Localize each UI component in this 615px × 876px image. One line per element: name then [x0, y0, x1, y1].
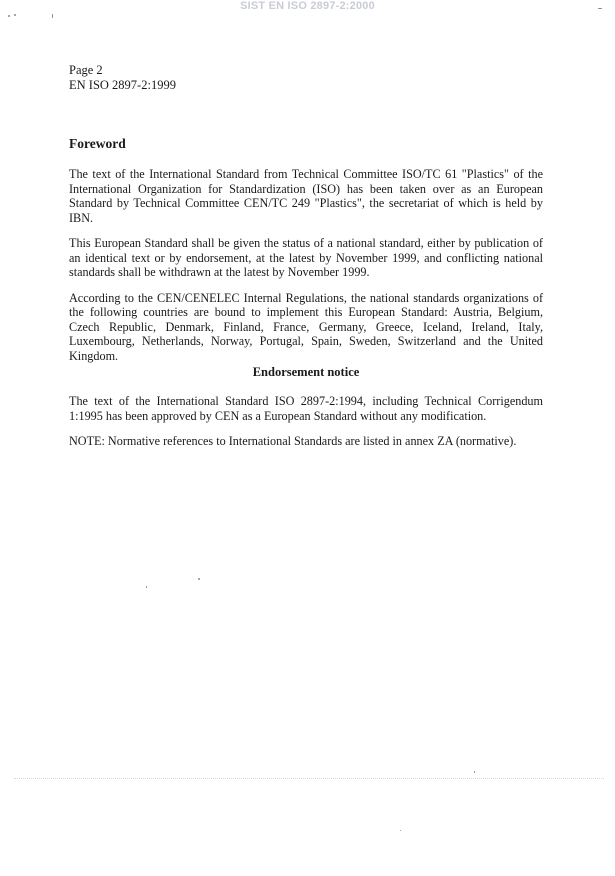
scan-speck — [400, 830, 401, 831]
scan-speck — [52, 14, 53, 18]
scan-speck — [474, 771, 475, 773]
foreword-paragraph: This European Standard shall be given the status of a national standard, either by publication of an identical text or by endorsement, at the latest by November 1999, and conflicting national standards shall be withdrawn at the latest by November 1999. — [69, 236, 543, 279]
scan-speck — [198, 578, 200, 580]
page-number: Page 2 — [69, 63, 103, 77]
watermark: SIST EN ISO 2897-2:2000 — [240, 0, 375, 12]
scan-speck — [8, 15, 10, 17]
endorsement-heading: Endorsement notice — [252, 365, 360, 379]
document-body — [69, 136, 543, 460]
scan-speck — [146, 586, 147, 588]
scan-speck — [14, 14, 16, 16]
page-header — [69, 63, 176, 93]
foreword-heading: Foreword — [69, 136, 126, 151]
endorsement-paragraph: The text of the International Standard ISO 2897-2:1994, including Technical Corrigendum 1:1995 has been approved by CEN as a European Standard without any modification. — [69, 394, 543, 423]
note-paragraph: NOTE: Normative references to International Standards are listed in annex ZA (normative). — [69, 434, 517, 448]
scan-speck — [598, 8, 602, 9]
scan-artifact-line — [14, 778, 604, 779]
foreword-paragraph: The text of the International Standard from Technical Committee ISO/TC 61 "Plastics" of the International Organization for Standardization (ISO) has been taken over as an European Standard by Technical Committee CEN/TC 249 "Plastics", the secretariat of which is held by IBN. — [69, 167, 543, 225]
foreword-paragraph: According to the CEN/CENELEC Internal Regulations, the national standards organizations of the following countries are bound to implement this European Standard: Austria, Belgium, Czech Republic, Denmark, Finland, France, Germany, Greece, Iceland, Ireland, Italy, Luxembourg, Netherlands, Norway, Portugal, Spain, Sweden, Switzerland and the United Kingdom. — [69, 290, 543, 363]
standard-identifier: EN ISO 2897-2:1999 — [69, 78, 176, 92]
